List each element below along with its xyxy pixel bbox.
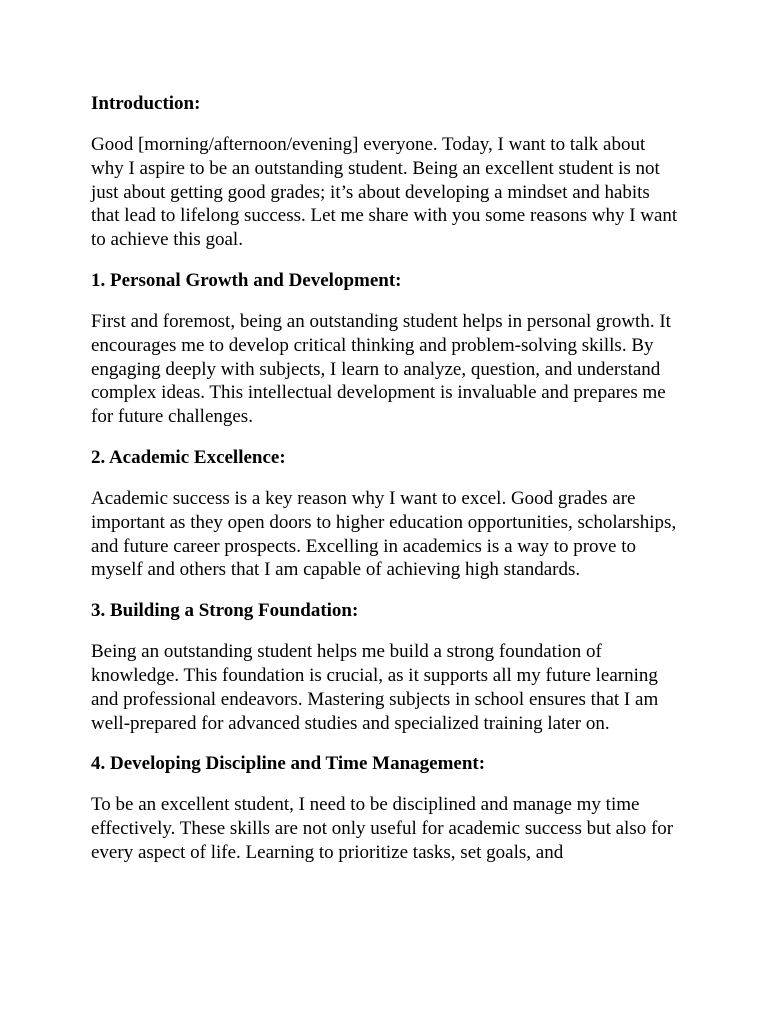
intro-paragraph: Good [morning/afternoon/evening] everyone. Today, I want to talk about why I aspire to be an outstanding student. Being an excellent student is not just about getting good grades; it’s about developing a mindset and habits that lead to lifelong success. Let me share with you some reasons why I want to achieve this goal. [91,134,678,251]
section-paragraph: Academic success is a key reason why I want to excel. Good grades are important as they open doors to higher education opportunities, scholarships, and future career prospects. Excelling in academics is a way to prove to myself and others that I am capable of achieving high standards. [91,487,677,581]
intro-section [91,92,678,252]
section-paragraph: Being an outstanding student helps me build a strong foundation of knowledge. This foundation is crucial, as it supports all my future learning and professional endeavors. Mastering subjects in school ensures that I am well-prepared for advanced studies and specialized training later on. [91,641,659,734]
section-heading: 3. Building a Strong Foundation: [91,600,359,622]
section-paragraph: First and foremost, being an outstanding student helps in personal growth. It encourages me to develop critical thinking and problem-solving skills. By engaging deeply with subjects, I learn to analyze, question, and understand complex ideas. This intellectual development is invaluable and prepares me for future challenges. [91,310,671,428]
section-personal-growth [91,269,678,429]
section-academic-excellence [91,446,678,582]
section-heading: 1. Personal Growth and Development: [91,269,402,291]
section-heading: 2. Academic Excellence: [91,446,286,468]
section-discipline-time-management [91,752,678,864]
section-heading: 4. Developing Discipline and Time Management: [91,753,486,775]
section-paragraph: To be an excellent student, I need to be disciplined and manage my time effectively. These skills are not only useful for academic success but also for every aspect of life. Learning to prioritize tasks, set goals, and [91,794,674,863]
section-strong-foundation [91,599,678,735]
intro-heading: Introduction: [91,93,201,114]
